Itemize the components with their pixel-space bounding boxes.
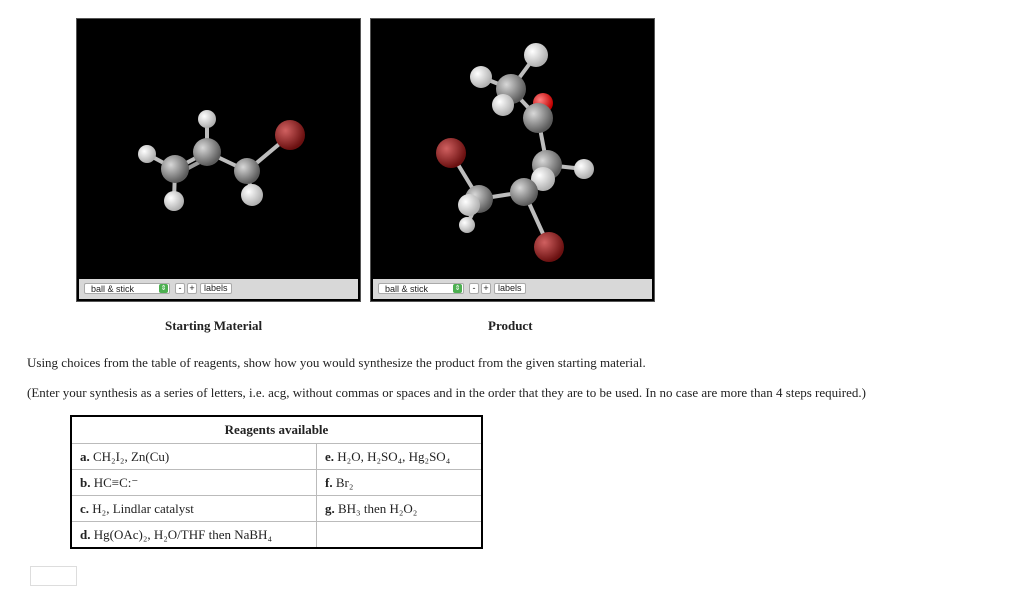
reagents-table-header: Reagents available (224, 422, 329, 437)
display-mode-value: ball & stick (385, 284, 429, 294)
display-mode-select[interactable] (84, 283, 170, 294)
reagent-letter: g. (325, 500, 335, 516)
reagent-text: Br₂ (335, 474, 354, 490)
product-viewer[interactable] (370, 18, 655, 302)
reagent-a (71, 444, 317, 470)
reagent-letter: a. (80, 448, 90, 464)
instruction-note: (Enter your synthesis as a series of letters, i.e. acg, without commas or spaces and in the order that they are to be used. In no case are more than 4 steps required.) (27, 385, 866, 400)
reagent-e (317, 444, 483, 470)
reagent-letter: e. (325, 448, 335, 464)
up-down-arrows-icon: ⇕ (454, 285, 461, 292)
reagent-b (71, 470, 317, 496)
starting-material-molecule[interactable] (77, 19, 360, 277)
table-row (71, 522, 482, 549)
table-row (71, 496, 482, 522)
reagents-table (70, 415, 483, 549)
reagent-text: BH₃ then H₂O₂ (338, 500, 418, 516)
zoom-in-button[interactable]: + (481, 283, 491, 294)
reagent-c (71, 496, 317, 522)
reagent-g (317, 496, 483, 522)
viewer-controls (373, 279, 652, 299)
reagent-text: H₂O, H₂SO₄, Hg₂SO₄ (337, 448, 451, 464)
reagent-d (71, 522, 317, 549)
instruction-text: Using choices from the table of reagents, show how you would synthesize the product from the given starting material. (27, 355, 646, 370)
zoom-out-button[interactable]: - (469, 283, 479, 294)
starting-material-viewer[interactable] (76, 18, 361, 302)
reagent-text: CH₂I₂, Zn(Cu) (93, 448, 170, 464)
zoom-in-button[interactable]: + (187, 283, 197, 294)
display-mode-value: ball & stick (91, 284, 135, 294)
viewer-controls (79, 279, 358, 299)
reagent-text: HC≡C:⁻ (93, 474, 139, 490)
labels-toggle-button[interactable]: labels (200, 283, 232, 294)
product-caption: Product (488, 318, 533, 333)
answer-input[interactable] (30, 566, 77, 586)
product-molecule[interactable] (371, 19, 654, 277)
reagent-letter: d. (80, 526, 91, 542)
empty-cell (317, 522, 483, 549)
reagent-f (317, 470, 483, 496)
table-row (71, 444, 482, 470)
reagent-text: H₂, Lindlar catalyst (92, 500, 194, 516)
reagent-text: Hg(OAc)₂, H₂O/THF then NaBH₄ (93, 526, 272, 542)
table-row (71, 470, 482, 496)
zoom-out-button[interactable]: - (175, 283, 185, 294)
reagent-letter: f. (325, 474, 333, 490)
display-mode-select[interactable] (378, 283, 464, 294)
reagent-letter: b. (80, 474, 91, 490)
up-down-arrows-icon: ⇕ (160, 285, 167, 292)
labels-toggle-button[interactable]: labels (494, 283, 526, 294)
reagent-letter: c. (80, 500, 90, 516)
starting-material-caption: Starting Material (165, 318, 263, 333)
